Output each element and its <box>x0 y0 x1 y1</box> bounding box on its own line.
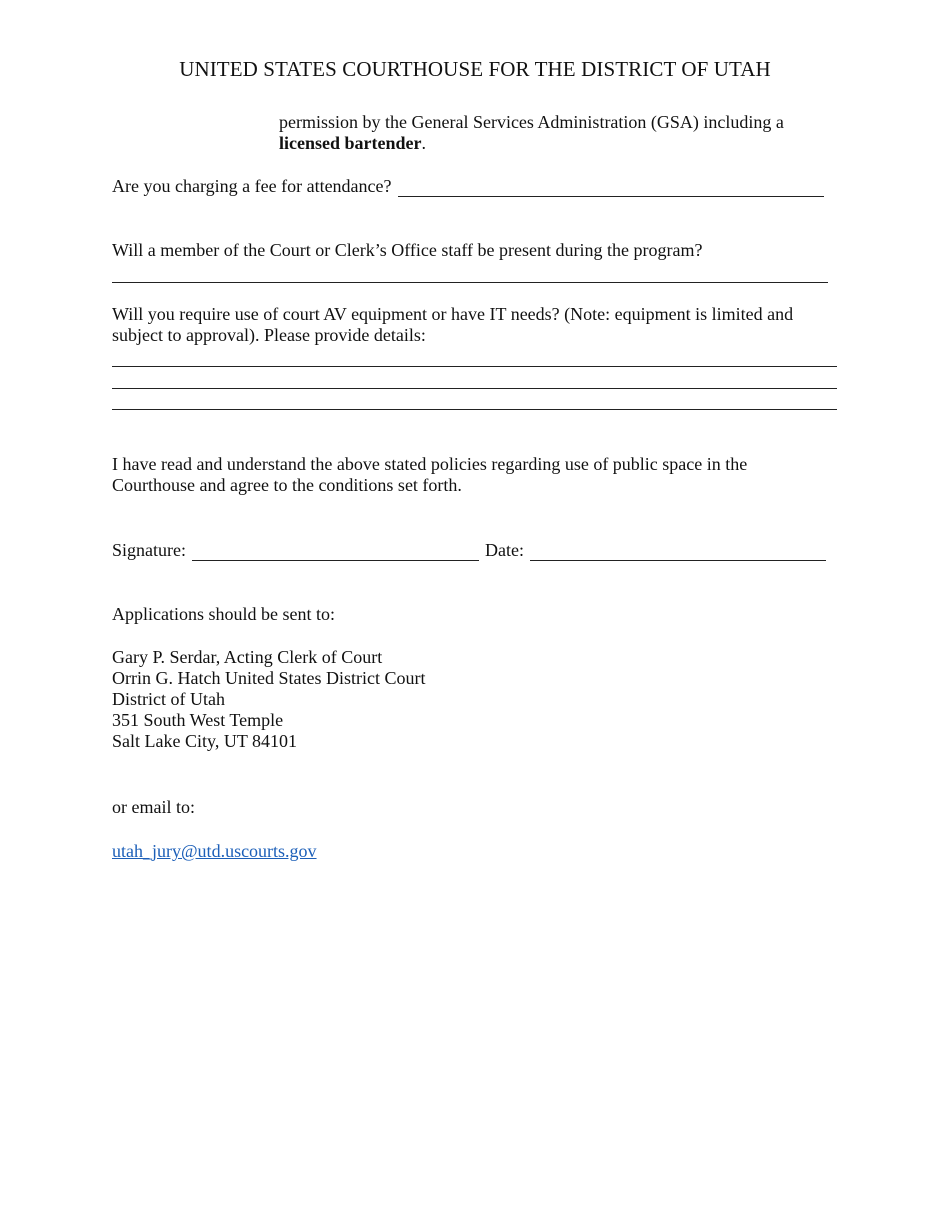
continuation-period: . <box>421 133 426 153</box>
av-question-label: Will you require use of court AV equipment or have IT needs? (Note: equipment is limited and subject to approval). Please provide details: <box>112 304 794 345</box>
av-details-line-2[interactable] <box>112 388 837 389</box>
applications-intro: Applications should be sent to: <box>112 604 335 624</box>
signature-row <box>112 540 826 561</box>
email-link[interactable]: utah_jury@utd.uscourts.gov <box>112 841 317 861</box>
staff-question-label: Will a member of the Court or Clerk’s Office staff be present during the program? <box>112 240 703 260</box>
date-field[interactable] <box>530 544 826 561</box>
fee-question-row <box>112 176 824 197</box>
mailing-address <box>112 647 832 752</box>
address-line-street: 351 South West Temple <box>112 710 284 730</box>
fee-answer-field[interactable] <box>398 180 824 197</box>
licensed-bartender-text: licensed bartender <box>279 133 422 153</box>
page-title: UNITED STATES COURTHOUSE FOR THE DISTRICT OF UTAH <box>179 57 771 81</box>
av-details-line-3[interactable] <box>112 409 837 410</box>
address-line-clerk: Gary P. Serdar, Acting Clerk of Court <box>112 647 383 667</box>
continuation-text-start: permission by the General Services Administration (GSA) including a <box>279 112 784 132</box>
signature-label: Signature: <box>112 540 186 560</box>
av-details-line-1[interactable] <box>112 366 837 367</box>
address-line-city: Salt Lake City, UT 84101 <box>112 731 297 751</box>
address-line-court: Orrin G. Hatch United States District Court <box>112 668 426 688</box>
staff-answer-field[interactable] <box>112 282 828 283</box>
agreement-text: I have read and understand the above stated policies regarding use of public space in the Courthouse and agree to the conditions set forth. <box>112 454 748 495</box>
signature-field[interactable] <box>192 544 479 561</box>
address-line-district: District of Utah <box>112 689 225 709</box>
date-label: Date: <box>485 540 524 560</box>
continuation-text <box>279 112 839 154</box>
email-intro: or email to: <box>112 797 195 817</box>
fee-question-label: Are you charging a fee for attendance? <box>112 176 392 196</box>
